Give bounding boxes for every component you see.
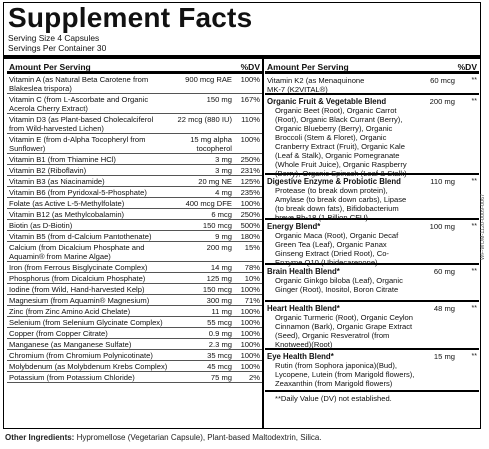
serving-size: Serving Size 4 Capsules (8, 33, 100, 43)
nutrient-name: Vitamin E (from d-Alpha Tocopheryl from Sunflower) (9, 135, 146, 153)
nutrient-amount: 6 mcg (211, 210, 232, 219)
amount-header: Amount Per Serving (267, 62, 349, 72)
nutrient-amount: 3 mg (215, 155, 232, 164)
nutrient-dv: 10% (244, 274, 260, 283)
nutrient-row (7, 220, 262, 231)
left-column (7, 60, 262, 383)
nutrient-amount: 22 mcg (880 IU) (177, 115, 232, 124)
nutrient-row (7, 295, 262, 306)
left-column-header (7, 60, 262, 74)
nutrient-name: Magnesium (from Aquamin® Magnesium) (9, 296, 150, 305)
nutrient-amount: 150 mcg (202, 285, 232, 294)
nutrient-name: Iodine (from Wild, Hand-harvested Kelp) (9, 285, 145, 294)
nutrient-dv: 100% (240, 351, 260, 360)
nutrient-name: Vitamin B12 (as Methylcobalamin) (9, 210, 125, 219)
blend-row (265, 220, 479, 265)
other-ingredients-label: Other Ingredients: (5, 433, 75, 442)
nutrient-amount: 45 mcg (207, 362, 232, 371)
blend-dv: ** (471, 268, 477, 275)
nutrient-dv: 100% (240, 285, 260, 294)
nutrient-amount: 200 mg (206, 243, 232, 252)
side-code: WF-WOM-1120-0009-0067 (480, 193, 486, 260)
nutrient-amount: 300 mg (206, 296, 232, 305)
nutrient-name: Folate (as Active L-5-Methylfolate) (9, 199, 125, 208)
blend-amount: 60 mg (433, 267, 455, 276)
nutrient-amount: 75 mg (210, 373, 232, 382)
nutrient-amount: 2.3 mg (208, 340, 232, 349)
nutrient-name: Vitamin A (as Natural Beta Carotene from Blakeslea trispora) (9, 75, 149, 93)
column-divider (262, 59, 264, 428)
vitamin-k2-row (265, 74, 479, 95)
panel-title: Supplement Facts (8, 2, 253, 33)
dv-footnote: **Daily Value (DV) not established. (275, 394, 392, 403)
nutrient-amount: 60 mcg (430, 76, 455, 85)
blend-row (265, 350, 479, 392)
nutrient-name: Vitamin D3 (as Plant-based Cholecalciferol from Wild-harvested Lichen) (9, 115, 154, 133)
blend-rows (265, 95, 479, 392)
nutrient-name: Vitamin B1 (from Thiamine HCl) (9, 155, 116, 164)
blend-name: Brain Health Blend* (267, 267, 340, 276)
nutrient-name: Vitamin C (from L-Ascorbate and Organic Acerola Cherry Extract) (9, 95, 149, 113)
nutrient-amount: 400 mcg DFE (185, 199, 232, 208)
nutrient-dv: 100% (240, 199, 260, 208)
nutrient-dv: 100% (240, 340, 260, 349)
nutrient-amount: 900 mcg RAE (185, 75, 232, 84)
nutrient-amount: 9 mg (215, 232, 232, 241)
blend-row (265, 95, 479, 178)
nutrient-name: Potassium (from Potassium Chloride) (9, 373, 135, 382)
nutrient-dv: 235% (240, 188, 260, 197)
nutrient-name: Biotin (as D-Biotin) (9, 221, 73, 230)
thick-divider (4, 55, 480, 59)
nutrient-amount: 125 mg (206, 274, 232, 283)
blend-amount: 48 mg (433, 304, 455, 313)
nutrient-amount: 15 mg alpha tocopherol (190, 135, 232, 153)
nutrient-dv: 167% (240, 95, 260, 104)
nutrient-dv: 100% (240, 329, 260, 338)
blend-ingredients: Organic Maca (Root), Organic Decaf Green Tea (Leaf), Organic Panax Ginseng Extract (Dried Root), Co-Enzyme Q10 (Ubidecarenone) (275, 231, 399, 267)
blend-dv: ** (471, 98, 477, 105)
nutrient-name: Manganese (as Manganese Sulfate) (9, 340, 132, 349)
nutrient-dv: 100% (240, 135, 260, 144)
servings-per-container: Servings Per Container 30 (8, 43, 107, 53)
dv-header: %DV (240, 62, 260, 72)
blend-ingredients: Protease (to break down protein), Amylase (to break down carbs), Lipase (to break down fats), Bifidobacterium breve Bb-18 (1 Billion CFU) (275, 186, 407, 222)
blend-dv: ** (471, 178, 477, 185)
nutrient-dv: 125% (240, 177, 260, 186)
blend-amount: 100 mg (429, 222, 455, 231)
nutrient-row (7, 306, 262, 317)
nutrient-row (7, 198, 262, 209)
left-rows (7, 74, 262, 383)
nutrient-row (7, 74, 262, 94)
blend-amount: 110 mg (430, 177, 455, 186)
nutrient-row (7, 273, 262, 284)
blend-row (265, 175, 479, 220)
blend-ingredients: Organic Beet (Root), Organic Carrot (Root), Organic Black Currant (Berry), Organic Blueberry (Berry), Organic Broccoli (Stem & Floret), Organic Cranberry Extract (Fruit), Organic Kale (Leaf & Stalk), Organic Pomegranate (Whole Fruit Juice), Organic Raspberry (Berry), Organic Spinach (Leaf & Stalk) (275, 106, 407, 178)
nutrient-amount: 4 mg (215, 188, 232, 197)
nutrient-amount: 0.9 mg (208, 329, 232, 338)
blend-dv: ** (471, 305, 477, 312)
blend-amount: 15 mg (433, 352, 455, 361)
nutrient-dv: ** (471, 77, 477, 84)
nutrient-name: Zinc (from Zinc Amino Acid Chelate) (9, 307, 131, 316)
nutrient-name: Calcium (from Dicalcium Phosphate and Aquamin® from Marine Algae) (9, 243, 145, 261)
nutrient-name: Phosphorus (from Dicalcium Phosphate) (9, 274, 146, 283)
nutrient-row (7, 187, 262, 198)
nutrient-amount: 35 mcg (207, 351, 232, 360)
nutrient-row (7, 154, 262, 165)
nutrient-row (7, 114, 262, 134)
nutrient-dv: 180% (240, 232, 260, 241)
nutrient-name: Selenium (from Selenium Glycinate Complex) (9, 318, 163, 327)
nutrient-name: Vitamin B2 (Riboflavin) (9, 166, 87, 175)
right-column (265, 60, 479, 403)
nutrient-name: Vitamin B5 (from d-Calcium Pantothenate) (9, 232, 152, 241)
nutrient-name: Vitamin B6 (from Pyridoxal-5-Phosphate) (9, 188, 147, 197)
blend-name: Heart Health Blend* (267, 304, 340, 313)
blend-dv: ** (471, 223, 477, 230)
nutrient-amount: 150 mg (206, 95, 232, 104)
nutrient-dv: 100% (240, 318, 260, 327)
nutrient-row (7, 350, 262, 361)
nutrient-row (7, 209, 262, 220)
nutrient-dv: 2% (249, 373, 260, 382)
nutrient-name: Chromium (from Chromium Polynicotinate) (9, 351, 153, 360)
nutrient-amount: 3 mg (215, 166, 232, 175)
blend-name: Eye Health Blend* (267, 352, 334, 361)
nutrient-dv: 100% (240, 362, 260, 371)
nutrient-dv: 15% (244, 243, 260, 252)
nutrient-name: Vitamin K2 (as Menaquinone MK-7 (K2VITAL®) (267, 76, 365, 94)
nutrient-row (7, 165, 262, 176)
nutrient-row (7, 361, 262, 372)
nutrient-dv: 100% (240, 75, 260, 84)
nutrient-row (7, 231, 262, 242)
blend-name: Organic Fruit & Vegetable Blend (267, 97, 387, 106)
nutrient-amount: 14 mg (210, 263, 232, 272)
other-ingredients (5, 433, 322, 442)
nutrient-dv: 250% (240, 210, 260, 219)
nutrient-dv: 78% (244, 263, 260, 272)
nutrient-dv: 500% (240, 221, 260, 230)
nutrient-amount: 20 mg NE (198, 177, 232, 186)
blend-ingredients: Organic Turmeric (Root), Organic Ceylon Cinnamon (Bark), Organic Grape Extract (Seed), Organic Resveratrol (from Knotweed)(Root) (275, 313, 413, 349)
blend-dv: ** (471, 353, 477, 360)
nutrient-name: Iron (from Ferrous Bisglycinate Complex) (9, 263, 148, 272)
nutrient-row (7, 176, 262, 187)
nutrient-name: Molybdenum (as Molybdenum Krebs Complex) (9, 362, 168, 371)
blend-row (265, 265, 479, 302)
amount-header: Amount Per Serving (9, 62, 91, 72)
blend-ingredients: Organic Ginkgo biloba (Leaf), Organic Ginger (Root), Inositol, Boron Citrate (275, 276, 403, 294)
nutrient-row (7, 134, 262, 154)
nutrient-dv: 71% (244, 296, 260, 305)
other-ingredients-text: Hypromellose (Vegetarian Capsule), Plant-based Maltodextrin, Silica. (74, 433, 322, 442)
blend-row (265, 302, 479, 350)
nutrient-row (7, 284, 262, 295)
nutrient-amount: 150 mcg (202, 221, 232, 230)
nutrient-row (7, 372, 262, 383)
right-column-header (265, 60, 479, 74)
nutrient-amount: 11 mg (211, 307, 232, 316)
nutrient-amount: 55 mcg (207, 318, 232, 327)
nutrient-dv: 100% (240, 307, 260, 316)
blend-name: Energy Blend* (267, 222, 321, 231)
nutrient-name: Vitamin B3 (as Niacinamide) (9, 177, 105, 186)
nutrient-row (7, 242, 262, 262)
blend-ingredients: Rutin (from Sophora japonica)(Bud), Lycopene, Lutein (from Marigold flowers), Zeaxanthin (from Marigold flowers) (275, 361, 415, 388)
nutrient-dv: 110% (241, 115, 260, 124)
dv-header: %DV (457, 62, 477, 72)
nutrient-dv: 250% (240, 155, 260, 164)
nutrient-row (7, 262, 262, 273)
nutrient-row (7, 94, 262, 114)
nutrient-dv: 231% (240, 166, 260, 175)
nutrient-row (7, 317, 262, 328)
blend-name: Digestive Enzyme & Probiotic Blend (267, 177, 401, 186)
nutrient-row (7, 328, 262, 339)
nutrient-row (7, 339, 262, 350)
supplement-facts-panel (3, 2, 481, 429)
nutrient-name: Copper (from Copper Citrate) (9, 329, 108, 338)
blend-amount: 200 mg (429, 97, 455, 106)
